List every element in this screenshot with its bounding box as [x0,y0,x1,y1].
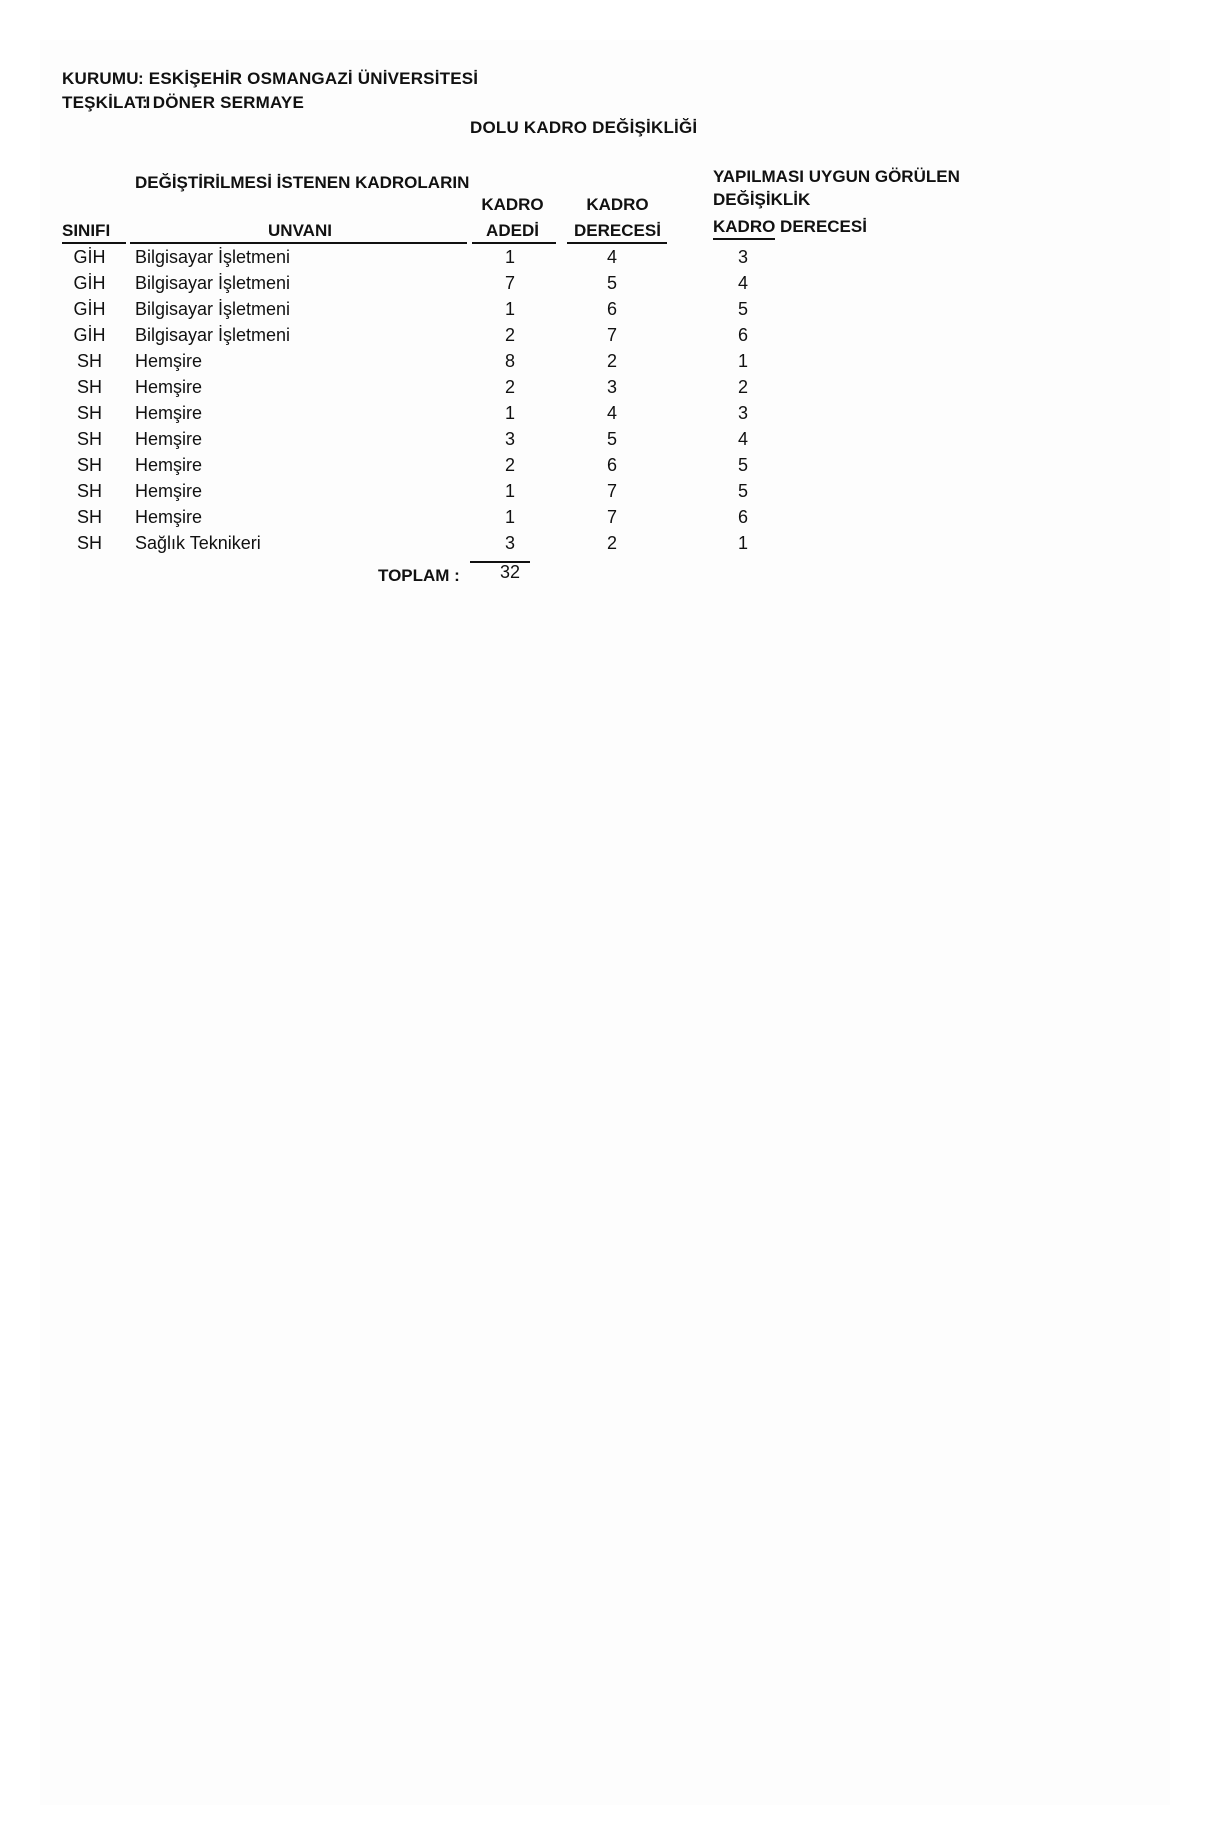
cell-derece: 5 [606,273,617,293]
cell-yeni-derece: 4 [737,273,748,293]
cell-derece: 7 [606,325,617,345]
cell-derece: 7 [606,481,617,501]
cell-adet: 1 [504,247,515,267]
cell-unvani: Bilgisayar İşletmeni [135,273,291,293]
cell-sinifi: SH [76,533,102,553]
cell-yeni-derece: 5 [737,455,748,475]
underline-sinifi [62,242,126,244]
cell-sinifi: SH [76,481,102,501]
cell-derece: 2 [606,533,617,553]
cell-unvani: Hemşire [135,377,203,397]
cell-unvani: Hemşire [135,481,203,501]
kurumu-value: : ESKİŞEHİR OSMANGAZİ ÜNİVERSİTESİ [138,69,479,88]
cell-derece: 2 [606,351,617,371]
cell-derece: 7 [606,507,617,527]
cell-adet: 3 [504,533,515,553]
cell-unvani: Hemşire [135,455,203,475]
document-page [40,40,1170,1805]
cell-adet: 3 [504,429,515,449]
cell-unvani: Bilgisayar İşletmeni [135,325,291,345]
cell-sinifi: SH [76,455,102,475]
cell-yeni-derece: 2 [737,377,748,397]
underline-adedi [472,242,556,244]
cell-derece: 4 [606,403,617,423]
cell-unvani: Hemşire [135,429,203,449]
cell-derece: 6 [606,455,617,475]
cell-adet: 2 [504,325,515,345]
cell-adet: 7 [504,273,515,293]
cell-sinifi: SH [76,507,102,527]
cell-sinifi: GİH [73,325,106,345]
cell-sinifi: GİH [73,247,106,267]
cell-yeni-derece: 5 [737,299,748,319]
cell-sinifi: SH [76,351,102,371]
document-title: DOLU KADRO DEĞİŞİKLİĞİ [470,118,698,137]
cell-derece: 3 [606,377,617,397]
cell-sinifi: SH [76,377,102,397]
col-kadro-derecesi-1: KADRO [586,195,649,214]
cell-yeni-derece: 1 [737,533,748,553]
total-value: 32 [499,562,521,582]
cell-derece: 5 [606,429,617,449]
teskilati-value: : DÖNER SERMAYE [142,93,305,112]
cell-adet: 2 [504,377,515,397]
col-yeni-kadro-derecesi: KADRO DERECESİ [713,217,867,236]
cell-adet: 2 [504,455,515,475]
total-label: TOPLAM : [378,566,460,585]
underline-kadro [713,238,775,240]
teskilati-label: TEŞKİLATI [62,93,151,112]
cell-sinifi: SH [76,403,102,423]
cell-derece: 6 [606,299,617,319]
col-kadro-adedi-2: ADEDİ [486,221,539,240]
underline-derecesi [567,242,667,244]
cell-sinifi: GİH [73,273,106,293]
cell-sinifi: GİH [73,299,106,319]
cell-adet: 1 [504,507,515,527]
kurumu-label: KURUMU [62,69,139,88]
section-right-title-2: DEĞİŞİKLİK [713,190,811,209]
col-kadro-derecesi-2: DERECESİ [574,221,661,240]
cell-yeni-derece: 3 [737,403,748,423]
col-sinifi: SINIFI [62,221,111,240]
cell-adet: 1 [504,299,515,319]
cell-unvani: Bilgisayar İşletmeni [135,247,291,267]
cell-yeni-derece: 6 [737,325,748,345]
cell-yeni-derece: 3 [737,247,748,267]
col-unvani: UNVANI [268,221,332,240]
cell-adet: 8 [504,351,515,371]
cell-sinifi: SH [76,429,102,449]
cell-unvani: Hemşire [135,351,203,371]
cell-yeni-derece: 1 [737,351,748,371]
cell-unvani: Bilgisayar İşletmeni [135,299,291,319]
cell-derece: 4 [606,247,617,267]
section-left-title: DEĞİŞTİRİLMESİ İSTENEN KADROLARIN [135,173,470,192]
col-kadro-adedi-1: KADRO [481,195,544,214]
underline-unvani [130,242,467,244]
cell-yeni-derece: 5 [737,481,748,501]
section-right-title-1: YAPILMASI UYGUN GÖRÜLEN [713,167,960,186]
cell-unvani: Hemşire [135,403,203,423]
cell-adet: 1 [504,403,515,423]
cell-unvani: Sağlık Teknikeri [135,533,261,553]
cell-yeni-derece: 4 [737,429,748,449]
cell-adet: 1 [504,481,515,501]
cell-yeni-derece: 6 [737,507,748,527]
cell-unvani: Hemşire [135,507,203,527]
